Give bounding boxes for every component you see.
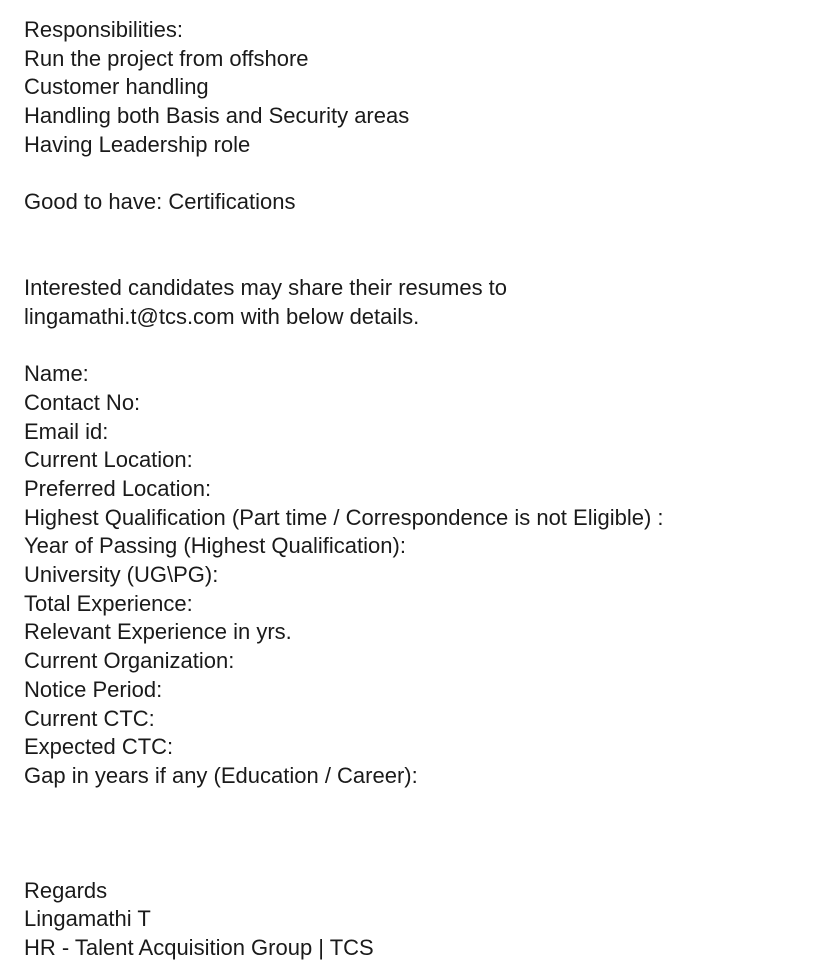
spacer (24, 848, 820, 877)
instructions-line: lingamathi.t@tcs.com with below details. (24, 303, 420, 329)
detail-field: Current Organization: (24, 648, 235, 674)
responsibilities-heading: Responsibilities: (24, 17, 183, 42)
signature-name: Lingamathi T (24, 906, 151, 932)
spacer (24, 217, 820, 246)
detail-field: Total Experience: (24, 590, 193, 616)
detail-field: University (UG\PG): (24, 562, 219, 588)
signature-title: HR - Talent Acquisition Group | TCS (24, 935, 374, 960)
spacer (24, 246, 820, 275)
spacer (24, 791, 820, 820)
detail-field: Email id: (24, 418, 109, 444)
detail-field: Contact No: (24, 389, 141, 415)
detail-field: Name: (24, 361, 89, 387)
email-body (24, 16, 820, 963)
signature-closing: Regards (24, 877, 108, 903)
detail-field: Relevant Experience in yrs. (24, 619, 292, 645)
detail-field: Notice Period: (24, 676, 163, 702)
responsibility-item: Having Leadership role (24, 131, 251, 157)
good-to-have: Good to have: Certifications (24, 189, 296, 215)
responsibility-item: Handling both Basis and Security areas (24, 103, 410, 129)
responsibility-item: Customer handling (24, 74, 209, 100)
detail-field: Year of Passing (Highest Qualification): (24, 533, 406, 559)
responsibility-item: Run the project from offshore (24, 45, 309, 71)
detail-field: Gap in years if any (Education / Career): (24, 762, 418, 788)
instructions-line: Interested candidates may share their resumes to (24, 275, 508, 301)
detail-field: Preferred Location: (24, 476, 212, 501)
spacer (24, 332, 820, 361)
spacer (24, 819, 820, 848)
spacer (24, 159, 820, 188)
detail-field: Current Location: (24, 447, 193, 473)
detail-field: Highest Qualification (Part time / Correspondence is not Eligible) : (24, 504, 664, 530)
detail-field: Current CTC: (24, 705, 155, 731)
detail-field: Expected CTC: (24, 734, 174, 760)
